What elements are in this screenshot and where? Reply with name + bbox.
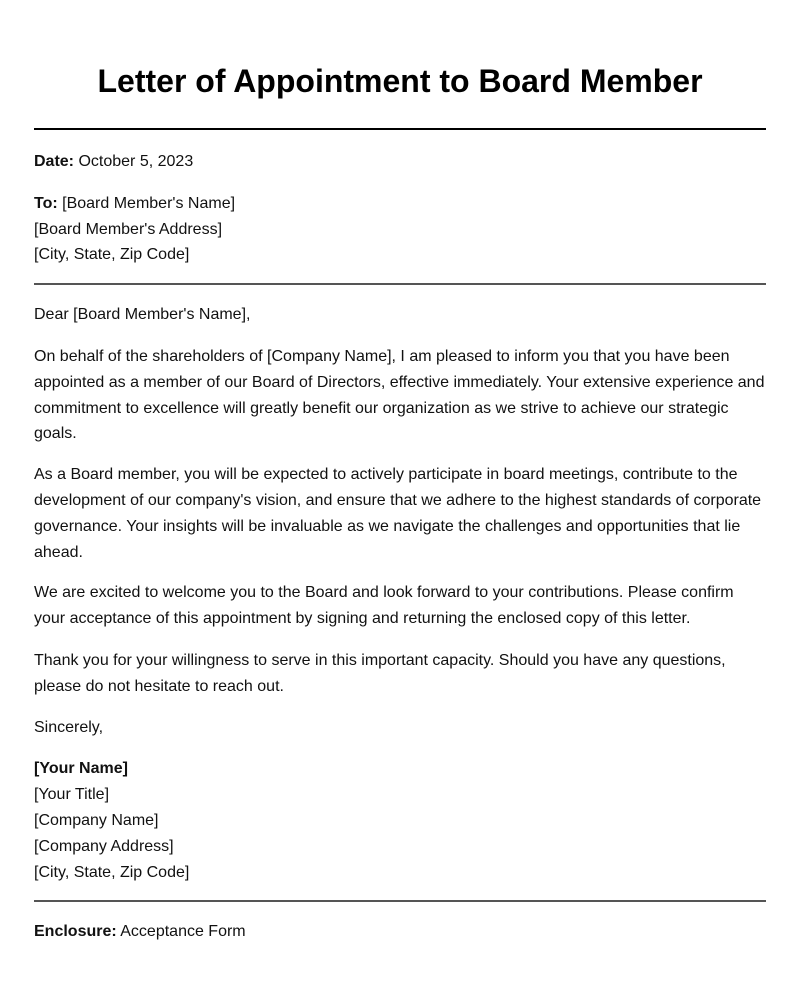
date-line bbox=[34, 149, 766, 175]
enclosure-label: Enclosure: bbox=[34, 923, 117, 941]
signature-company: [Company Name] bbox=[34, 811, 159, 829]
enclosure-value: Acceptance Form bbox=[120, 923, 246, 941]
signature-address: [Company Address] bbox=[34, 837, 174, 855]
signature-city-state-zip: [City, State, Zip Code] bbox=[34, 863, 190, 881]
body-paragraph-3: We are excited to welcome you to the Board and look forward to your contributions. Please confirm your acceptance of this appointment by signing and returning the enclosed copy of this letter. bbox=[34, 584, 734, 628]
signature-title: [Your Title] bbox=[34, 786, 110, 804]
body-paragraph-1: On behalf of the shareholders of [Company Name], I am pleased to inform you that you have been appointed as a member of our Board of Directors, effective immediately. Your extensive experience and commitment to excellence will greatly benefit our organization as we strive to achieve our strategic goals. bbox=[34, 347, 765, 443]
closing: Sincerely, bbox=[34, 718, 104, 736]
recipient-name-line bbox=[34, 191, 766, 217]
recipient-name: [Board Member's Name] bbox=[62, 194, 236, 212]
body-paragraph-2: As a Board member, you will be expected to actively participate in board meetings, contribute to the development of our company's vision, and ensure that we adhere to the highest standards of corporate governance. Your insights will be invaluable as we navigate the challenges and opportunities that lie ahead. bbox=[34, 466, 762, 561]
date-label: Date: bbox=[34, 153, 75, 170]
footer-divider bbox=[34, 900, 766, 902]
date-value: October 5, 2023 bbox=[78, 153, 194, 170]
document-title: Letter of Appointment to Board Member bbox=[97, 63, 703, 99]
recipient-address: [Board Member's Address] bbox=[34, 220, 223, 238]
title-divider bbox=[34, 128, 766, 130]
signature-name: [Your Name] bbox=[34, 760, 128, 778]
recipient-city-state-zip: [City, State, Zip Code] bbox=[34, 246, 190, 264]
body-paragraph-4: Thank you for your willingness to serve in this important capacity. Should you have any questions, please do not hesitate to reach out. bbox=[34, 651, 726, 695]
recipient-label: To: bbox=[34, 194, 58, 212]
header-divider bbox=[34, 283, 766, 285]
signature-block bbox=[34, 756, 766, 885]
enclosure-line bbox=[34, 919, 766, 945]
salutation: Dear [Board Member's Name], bbox=[34, 306, 251, 324]
recipient-block bbox=[34, 191, 766, 268]
